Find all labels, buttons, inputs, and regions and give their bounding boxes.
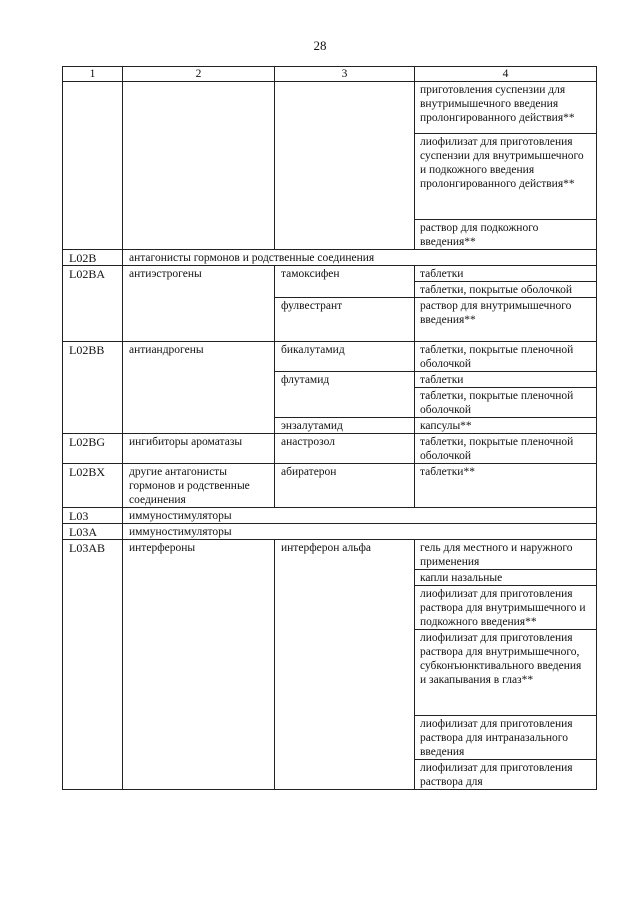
header-row xyxy=(63,67,597,82)
atc-code: L02B xyxy=(63,250,123,266)
dosage-form: капли назальные xyxy=(415,570,597,586)
table-row xyxy=(63,266,597,282)
drug-name: абиратерон xyxy=(275,464,415,508)
atc-code: L02BX xyxy=(63,464,123,508)
table-row xyxy=(63,342,597,372)
table-row xyxy=(63,464,597,508)
atc-group-name: антагонисты гормонов и родственные соединения xyxy=(123,250,597,266)
table-row xyxy=(63,82,597,134)
drug-name: анастрозол xyxy=(275,434,415,464)
atc-code: L03A xyxy=(63,524,123,540)
atc-group-name: антиэстрогены xyxy=(123,266,275,342)
empty-cell xyxy=(275,82,415,250)
dosage-form: лиофилизат для приготовления раствора для внутримышечного, субконъюнктивального введения и закапывания в глаз** xyxy=(415,630,597,716)
atc-group-name: антиандрогены xyxy=(123,342,275,434)
dosage-form: лиофилизат для приготовления суспензии для внутримышечного и подкожного введения пролонгированного действия** xyxy=(415,134,597,220)
table-row xyxy=(63,524,597,540)
header-col-4: 4 xyxy=(415,67,597,82)
dosage-form: гель для местного и наружного применения xyxy=(415,540,597,570)
atc-code: L02BA xyxy=(63,266,123,342)
empty-cell xyxy=(63,82,123,250)
drug-name: фулвестрант xyxy=(275,298,415,342)
drug-name: флутамид xyxy=(275,372,415,418)
dosage-form: капсулы** xyxy=(415,418,597,434)
table-row xyxy=(63,250,597,266)
dosage-form: таблетки xyxy=(415,266,597,282)
dosage-form: лиофилизат для приготовления раствора для внутримышечного и подкожного введения** xyxy=(415,586,597,630)
dosage-form: приготовления суспензии для внутримышечного введения пролонгированного действия** xyxy=(415,82,597,134)
atc-code: L02BB xyxy=(63,342,123,434)
drug-name: бикалутамид xyxy=(275,342,415,372)
dosage-form: таблетки xyxy=(415,372,597,388)
dosage-form: таблетки, покрытые пленочной оболочкой xyxy=(415,342,597,372)
table-row xyxy=(63,508,597,524)
atc-code: L03 xyxy=(63,508,123,524)
atc-code: L02BG xyxy=(63,434,123,464)
drug-name: тамоксифен xyxy=(275,266,415,298)
atc-group-name: иммуностимуляторы xyxy=(123,524,597,540)
dosage-form: таблетки, покрытые оболочкой xyxy=(415,282,597,298)
table-row xyxy=(63,540,597,570)
atc-group-name: ингибиторы ароматазы xyxy=(123,434,275,464)
document-table-wrapper xyxy=(62,66,596,831)
dosage-form: раствор для внутримышечного введения** xyxy=(415,298,597,342)
atc-code: L03AB xyxy=(63,540,123,790)
atc-group-name: интерфероны xyxy=(123,540,275,790)
dosage-form: раствор для подкожного введения** xyxy=(415,220,597,250)
header-col-2: 2 xyxy=(123,67,275,82)
dosage-form: лиофилизат для приготовления раствора для xyxy=(415,760,597,790)
empty-cell xyxy=(123,82,275,250)
page-number: 28 xyxy=(313,38,327,53)
dosage-form: таблетки** xyxy=(415,464,597,508)
table-row xyxy=(63,434,597,464)
dosage-form: таблетки, покрытые пленочной оболочкой xyxy=(415,434,597,464)
drug-name: интерферон альфа xyxy=(275,540,415,790)
atc-group-name: иммуностимуляторы xyxy=(123,508,597,524)
medicines-table xyxy=(62,66,597,790)
atc-group-name: другие антагонисты гормонов и родственные соединения xyxy=(123,464,275,508)
header-col-1: 1 xyxy=(63,67,123,82)
dosage-form: таблетки, покрытые пленочной оболочкой xyxy=(415,388,597,418)
dosage-form: лиофилизат для приготовления раствора для интраназального введения xyxy=(415,716,597,760)
header-col-3: 3 xyxy=(275,67,415,82)
drug-name: энзалутамид xyxy=(275,418,415,434)
